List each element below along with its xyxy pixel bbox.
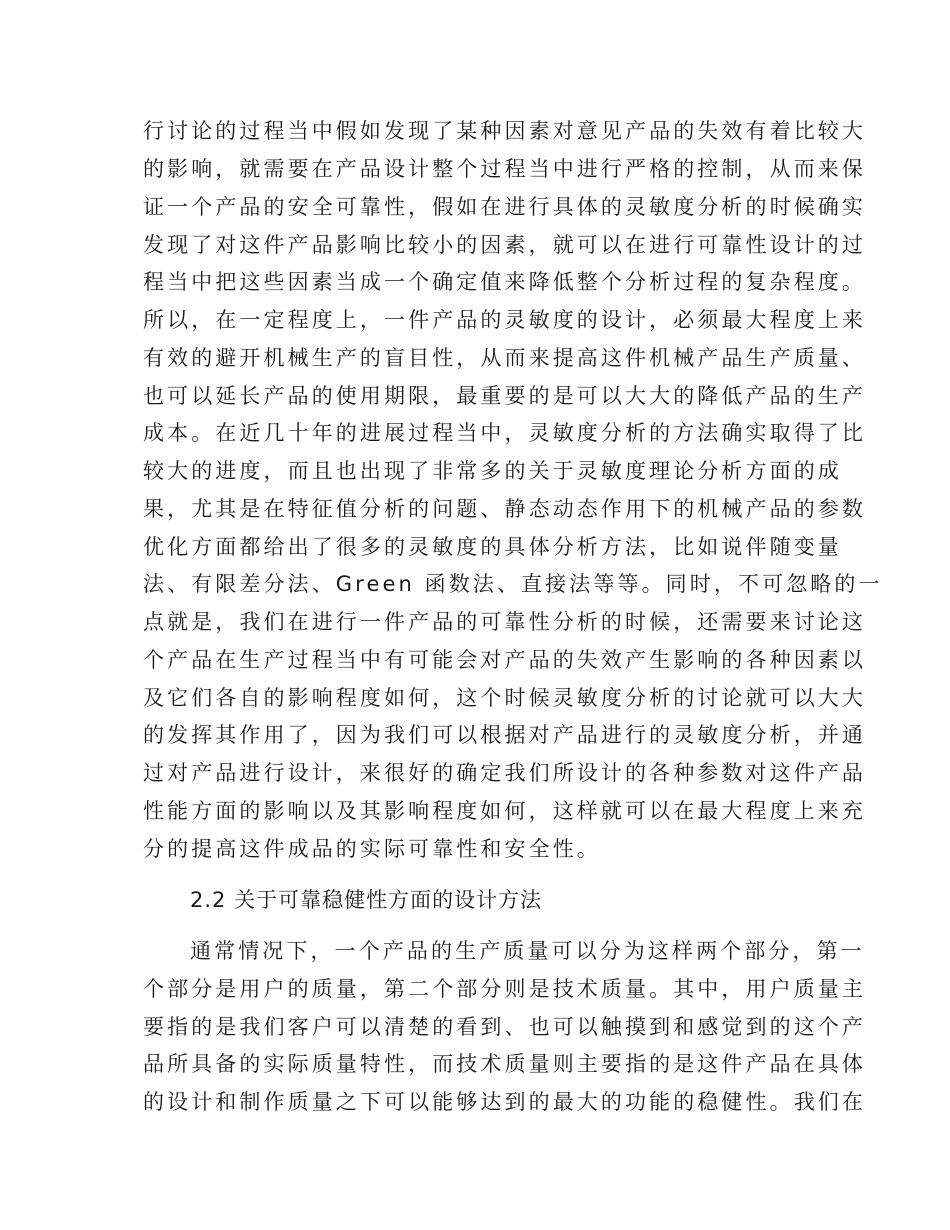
paragraph-1-line-14: 点就是，我们在进行一件产品的可靠性分析的时候，还需要来讨论这 <box>143 610 866 634</box>
paragraph-1-line-16: 及它们各自的影响程度如何，这个时候灵敏度分析的讨论就可以大大 <box>143 686 866 710</box>
paragraph-2-line-1: 通常情况下，一个产品的生产质量可以分为这样两个部分，第一 <box>190 939 865 963</box>
paragraph-1-line-19: 性能方面的影响以及其影响程度如何，这样就可以在最大程度上来充 <box>143 799 866 823</box>
paragraph-1-line-18: 过对产品进行设计，来很好的确定我们所设计的各种参数对这件产品 <box>143 761 866 785</box>
paragraph-1-line-17: 的发挥其作用了，因为我们可以根据对产品进行的灵敏度分析，并通 <box>143 723 866 747</box>
paragraph-1-line-13: 法、有限差分法、Green 函数法、直接法等等。同时，不可忽略的一 <box>143 572 883 596</box>
paragraph-2-line-3: 要指的是我们客户可以清楚的看到、也可以触摸到和感觉到的这个产 <box>143 1015 866 1039</box>
paragraph-1-line-4: 发现了对这件产品影响比较小的因素，就可以在进行可靠性设计的过 <box>143 233 866 257</box>
paragraph-2-line-5: 的设计和制作质量之下可以能够达到的最大的功能的稳健性。我们在 <box>143 1090 866 1114</box>
paragraph-1-line-7: 有效的避开机械生产的盲目性，从而来提高这件机械产品生产质量、 <box>143 346 866 370</box>
paragraph-1-line-11: 果，尤其是在特征值分析的问题、静态动态作用下的机械产品的参数 <box>143 497 866 521</box>
paragraph-1-line-9: 成本。在近几十年的进展过程当中，灵敏度分析的方法确实取得了比 <box>143 421 866 445</box>
paragraph-1-line-6: 所以，在一定程度上，一件产品的灵敏度的设计，必须最大程度上来 <box>143 308 866 332</box>
paragraph-1-line-8: 也可以延长产品的使用期限，最重要的是可以大大的降低产品的生产 <box>143 384 866 408</box>
paragraph-1-line-3: 证一个产品的安全可靠性，假如在进行具体的灵敏度分析的时候确实 <box>143 195 866 219</box>
paragraph-1-line-15: 个产品在生产过程当中有可能会对产品的失效产生影响的各种因素以 <box>143 648 866 672</box>
section-heading: 2.2 关于可靠稳健性方面的设计方法 <box>190 888 543 912</box>
paragraph-1-line-1: 行讨论的过程当中假如发现了某种因素对意见产品的失效有着比较大 <box>143 119 866 143</box>
paragraph-1-line-10: 较大的进度，而且也出现了非常多的关于灵敏度理论分析方面的成 <box>143 459 842 483</box>
paragraph-1-line-2: 的影响，就需要在产品设计整个过程当中进行严格的控制，从而来保 <box>143 157 866 181</box>
paragraph-1-line-12: 优化方面都给出了很多的灵敏度的具体分析方法，比如说伴随变量 <box>143 535 842 559</box>
paragraph-1-line-5: 程当中把这些因素当成一个确定值来降低整个分析过程的复杂程度。 <box>143 270 866 294</box>
paragraph-2-line-4: 品所具备的实际质量特性，而技术质量则主要指的是这件产品在具体 <box>143 1052 866 1076</box>
paragraph-2-line-2: 个部分是用户的质量，第二个部分则是技术质量。其中，用户质量主 <box>143 977 866 1001</box>
paragraph-1-line-20: 分的提高这件成品的实际可靠性和安全性。 <box>143 837 601 861</box>
